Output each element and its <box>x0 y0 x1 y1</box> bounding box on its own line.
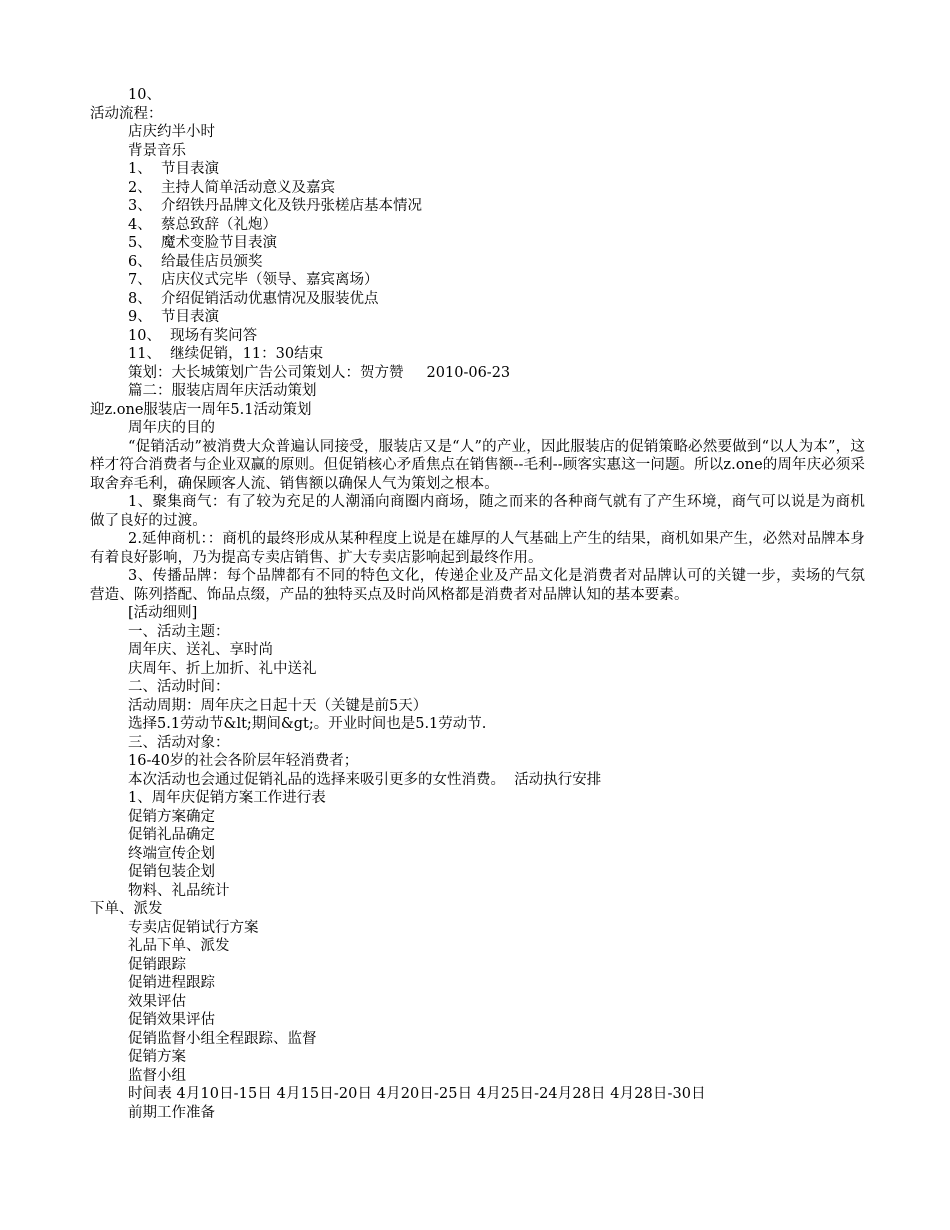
text-line: 本次活动也会通过促销礼品的选择来吸引更多的女性消费。 活动执行安排 <box>128 771 602 788</box>
text-line: 6、 给最佳店员颁奖 <box>128 253 263 270</box>
text-line: 前期工作准备 <box>128 1104 215 1121</box>
text-line: 16-40岁的社会各阶层年轻消费者； <box>128 753 359 769</box>
text-line: 促销方案 <box>128 1049 186 1065</box>
text-line: 促销包装企划 <box>128 864 215 880</box>
text-line: 背景音乐 <box>128 142 186 159</box>
text-line: 促销跟踪 <box>128 956 186 973</box>
text-line: 效果评估 <box>128 993 186 1010</box>
text-line: 促销进程跟踪 <box>128 975 215 991</box>
text-line: 促销方案确定 <box>128 808 215 825</box>
text-line: 10、 现场有奖问答 <box>128 327 258 344</box>
text-line: 4、 蔡总致辞（礼炮） <box>128 216 277 233</box>
text-line: 篇二：服装店周年庆活动策划 <box>128 383 317 399</box>
text-line: 二、活动时间： <box>128 679 230 695</box>
text-line: 周年庆的目的 <box>128 420 215 436</box>
text-line: [活动细则] <box>128 605 198 621</box>
body-paragraph: 1、聚集商气：有了较为充足的人潮涌向商圈内商场，随之而来的各种商气就有了产生环境，商气可以说是为商机做了良好的过渡。 <box>90 494 865 529</box>
body-paragraph: 2.延伸商机：：商机的最终形成从某种程度上说是在雄厚的人气基础上产生的结果，商机如果产生，必然对品牌本身有着良好影响，乃为提高专卖店销售、扩大专卖店影响起到最终作用。 <box>90 531 865 566</box>
text-line: 活动流程： <box>90 105 163 122</box>
text-line: 11、 继续促销，11：30结束 <box>128 346 324 362</box>
text-line: 1、 节目表演 <box>128 161 219 177</box>
text-line: 一、活动主题： <box>128 623 230 640</box>
text-line: 选择5.1劳动节&lt;期间&gt;。开业时间也是5.1劳动节. <box>128 716 487 732</box>
text-line: 促销监督小组全程跟踪、监督 <box>128 1030 317 1047</box>
text-line: 策划：大长城策划广告公司策划人：贺方赞 2010-06-23 <box>128 364 511 381</box>
text-line: 庆周年、折上加折、礼中送礼 <box>128 660 317 677</box>
body-paragraph: 3、传播品牌：每个品牌都有不同的特色文化，传递企业及产品文化是消费者对品牌认可的关键一步，卖场的气氛营造、陈列搭配、饰品点缀，产品的独特买点及时尚风格都是消费者对品牌认知的基本要素。 <box>90 568 865 603</box>
text-line: 1、周年庆促销方案工作进行表 <box>128 790 326 806</box>
text-line: 8、 介绍促销活动优惠情况及服装优点 <box>128 290 379 307</box>
document-page <box>90 86 865 1122</box>
text-line: 迎z.one服装店一周年5.1活动策划 <box>90 401 312 418</box>
text-line: 三、活动对象： <box>128 734 230 751</box>
text-line: 终端宣传企划 <box>128 845 215 862</box>
text-line: 监督小组 <box>128 1067 186 1084</box>
text-line: 店庆约半小时 <box>128 124 215 140</box>
text-line: 2、 主持人简单活动意义及嘉宾 <box>128 179 335 196</box>
body-paragraph: “促销活动”被消费大众普遍认同接受，服装店又是“人”的产业，因此服装店的促销策略必然要做到“以人为本”，这样才符合消费者与企业双赢的原则。但促销核心矛盾焦点在销售额--毛利--顾客实惠这一问题。所以z.one的周年庆必须采取舍弃毛利，确保顾客人流、销售额以确保人气为策划之根本。 <box>90 438 865 492</box>
text-line: 3、 介绍铁丹品牌文化及铁丹张槎店基本情况 <box>128 198 422 214</box>
body-paragraph: 时间表 4月10日-15日 4月15日-20日 4月20日-25日 4月25日-24月28日 4月28日-30日 <box>128 1086 706 1102</box>
text-line: 促销礼品确定 <box>128 827 215 843</box>
text-line: 5、 魔术变脸节目表演 <box>128 235 277 251</box>
text-line: 礼品下单、派发 <box>128 938 230 954</box>
text-line: 促销效果评估 <box>128 1012 215 1028</box>
text-line: 下单、派发 <box>90 901 163 917</box>
text-line: 物料、礼品统计 <box>128 882 230 899</box>
text-line: 活动周期：周年庆之日起十天（关键是前5天） <box>128 697 428 714</box>
text-line: 9、 节目表演 <box>128 309 219 325</box>
text-line: 专卖店促销试行方案 <box>128 919 259 936</box>
text-line: 7、 店庆仪式完毕（领导、嘉宾离场） <box>128 272 379 288</box>
text-line: 10、 <box>128 87 161 103</box>
text-line: 周年庆、送礼、享时尚 <box>128 642 273 658</box>
